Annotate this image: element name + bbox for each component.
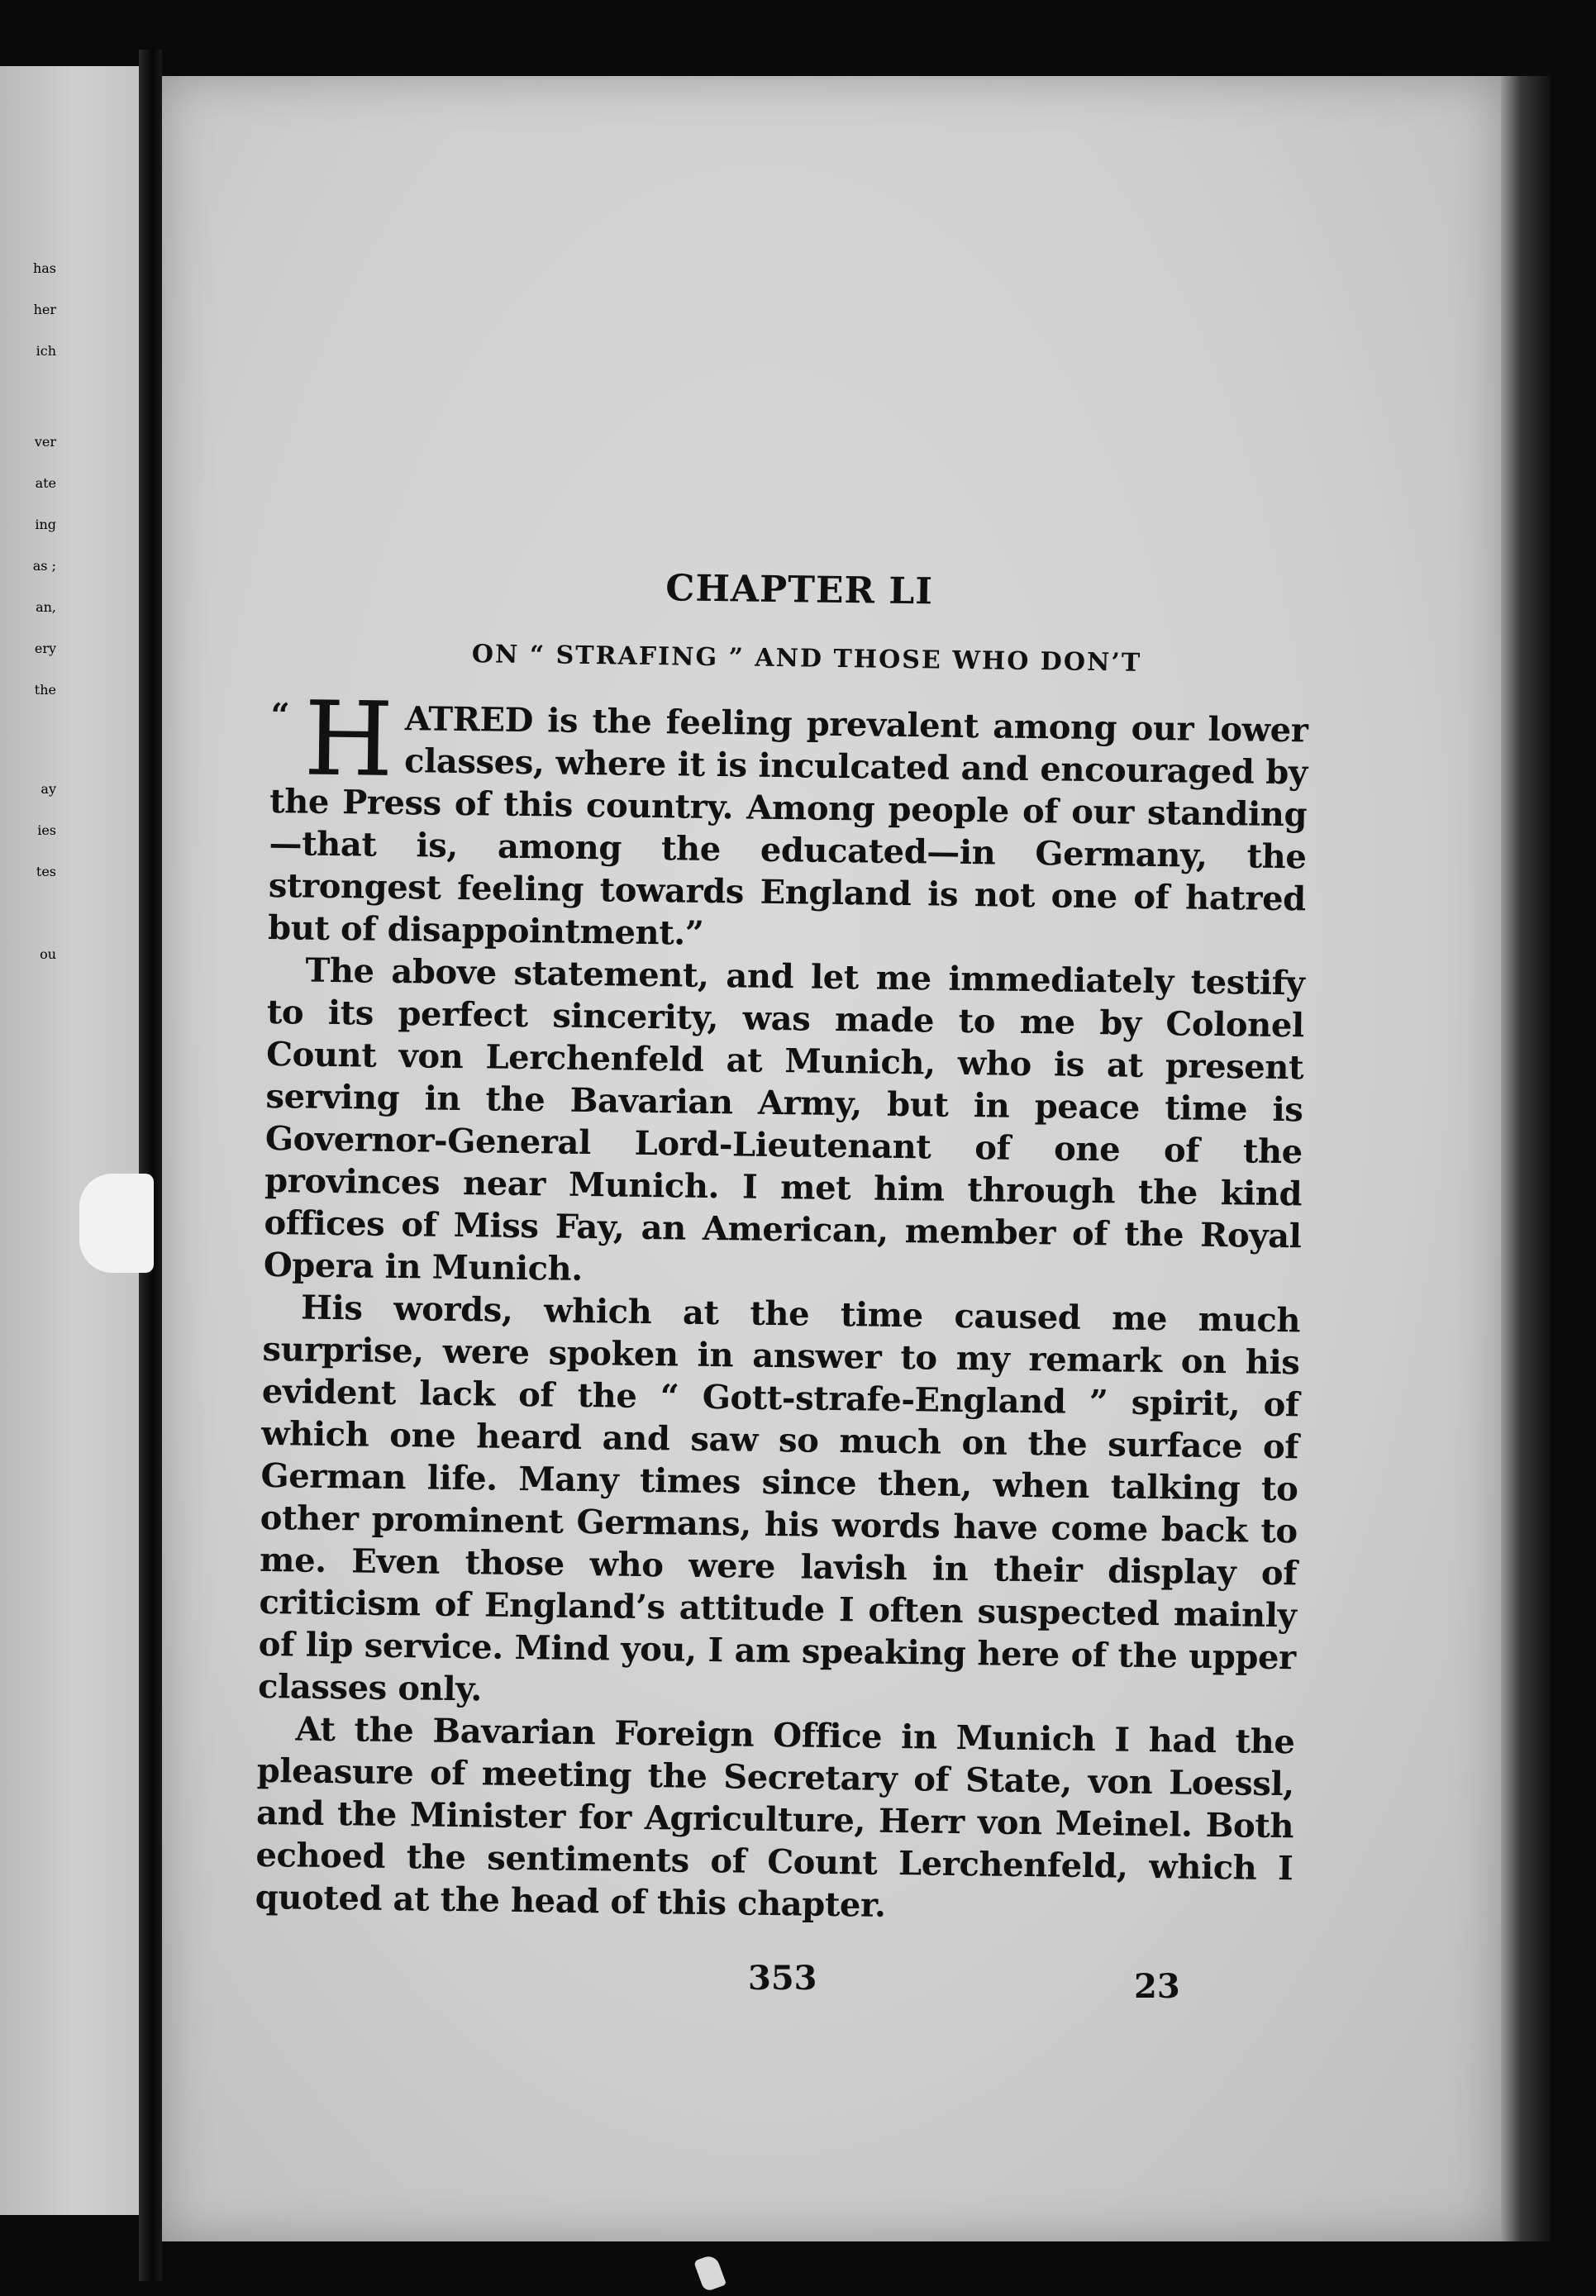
paragraph-2: The above statement, and let me immediately testify to its perfect sincerity, was made to me by Colonel Count von Lerchenfeld at Munich, who is at present serving in the Bavarian Army, but in peace time is Governor-General Lord-Lieutenant of one of the provinces near Munich. I met him through the kind offices of Miss Fay, an American, member of the Royal Opera in Munich. [263,950,1305,1289]
facing-page [0,66,139,2215]
facing-page-fragment: ery [34,641,56,656]
paragraph-4: At the Bavarian Foreign Office in Munich I had the pleasure of meeting the Secretary of State, von Loessl, and the Minister for Agriculture, Herr von Meinel. Both echoed the sentiments of Count Lerchenfeld, which I quoted at the head of this chapter. [255,1709,1295,1925]
page-edge [1501,76,1551,2241]
facing-page-fragment: ies [37,822,56,838]
facing-page-fragment: ing [35,517,56,532]
facing-page-fragment: ver [34,434,56,450]
page-content [255,562,1310,1932]
chapter-subtitle: ON “ STRAFING ” AND THOSE WHO DON’T [471,640,1142,678]
facing-page-fragment: ich [36,343,56,359]
paper-tab [79,1174,154,1273]
facing-page-fragment: tes [36,864,56,879]
signature-mark: 23 [1134,1967,1180,2006]
paragraph-3: His words, which at the time caused me much surprise, were spoken in answer to my remark on his evident lack of the “ Gott-strafe-England ” spirit, of which one heard and saw so much on the surface of German life. Many times since then, when talking to other prominent Germans, his words have come back to me. Even those who were lavish in their display of criticism of England’s attitude I often suspected mainly of lip service. Mind you, I am speaking here of the upper classes only. [257,1288,1301,1709]
facing-page-fragment: as ; [32,558,56,574]
opening-quote-mark: “ [270,695,290,736]
page-number: 353 [748,1959,817,1998]
drop-cap-group [270,679,394,800]
facing-page-fragment: ay [40,781,56,797]
paper-scrap [693,2253,727,2292]
facing-page-fragment: ate [35,475,56,491]
facing-page-fragment: the [34,682,56,698]
facing-page-fragment: has [32,260,56,276]
paragraph-1-text: ATRED is the feeling prevalent among our lower classes, where it is inculcated and encouraged by the Press of this country. Among people of our standing—that is, among the educated—in Germany, the strongest feeling towards England is not one of hatred but of disappointment.” [267,699,1308,953]
facing-page-fragment: ou [40,946,56,962]
facing-page-fragment: her [33,302,56,317]
chapter-title: CHAPTER LI [665,567,934,613]
book-gutter [139,50,162,2281]
drop-cap: H [303,679,394,800]
facing-page-fragment: an, [36,599,56,615]
paragraph-1 [267,679,1308,962]
